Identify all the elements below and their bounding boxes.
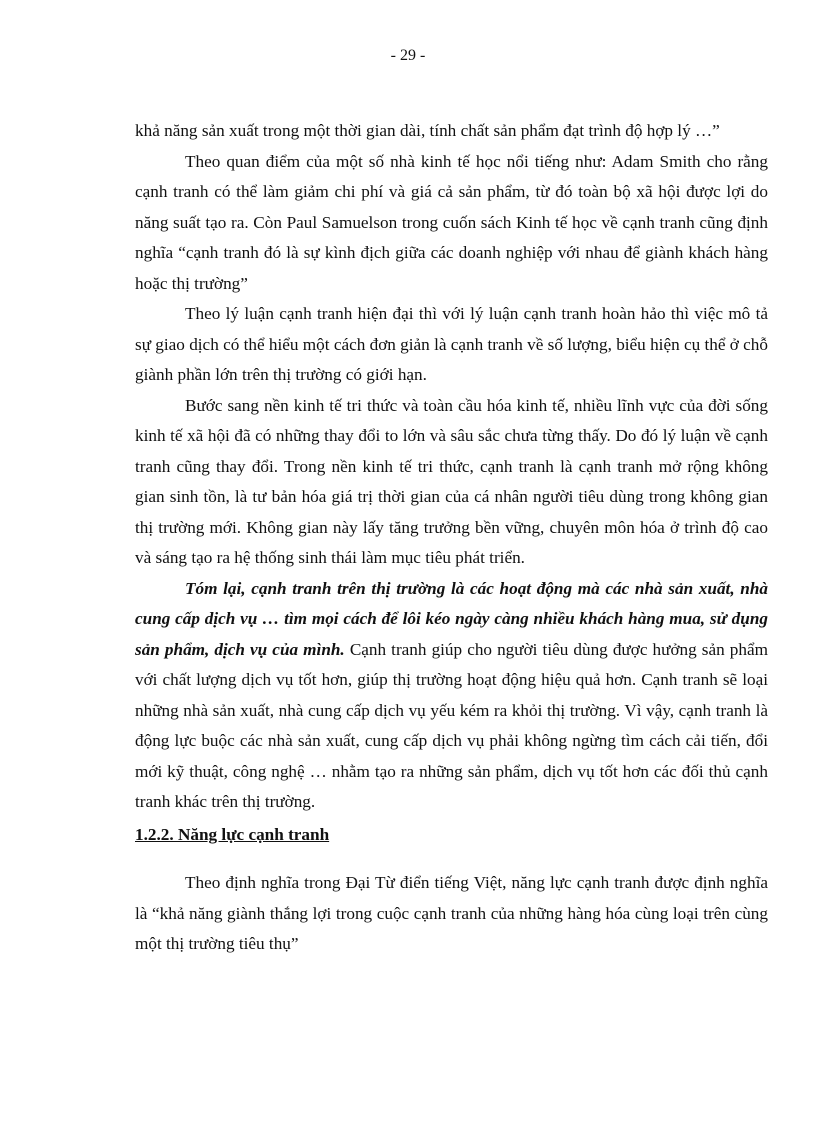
paragraph-modern-theory: Theo lý luận cạnh tranh hiện đại thì với lý luận cạnh tranh hoàn hảo thì việc mô tả sự giao dịch có thể hiểu một cách đơn giản là cạnh tranh về số lượng, biểu hiện cụ thể ở chỗ giành phần lớn trên thị trường có giới hạn. (135, 304, 768, 384)
section-heading: 1.2.2. Năng lực cạnh tranh (135, 824, 330, 844)
page-number: - 29 - (390, 47, 426, 64)
paragraph-continuation: khả năng sản xuất trong một thời gian dài, tính chất sản phẩm đạt trình độ hợp lý …” (135, 121, 720, 140)
paragraph-definition: Theo định nghĩa trong Đại Từ điển tiếng Việt, năng lực cạnh tranh được định nghĩa là “khả năng giành thắng lợi trong cuộc cạnh tranh của những hàng hóa cùng loại trên cùng một thị trường tiêu thụ” (135, 873, 768, 953)
paragraph-smith-samuelson: Theo quan điểm của một số nhà kinh tế học nổi tiếng như: Adam Smith cho rằng cạnh tranh có thể làm giảm chi phí và giá cả sản phẩm, từ đó toàn bộ xã hội được lợi do năng suất tạo ra. Còn Paul Samuelson trong cuốn sách Kinh tế học về cạnh tranh cũng định nghĩa “cạnh tranh đó là sự kình địch giữa các doanh nghiệp với nhau để giành khách hàng hoặc thị trường” (135, 151, 768, 293)
document-body (135, 116, 768, 960)
paragraph-summary (135, 574, 768, 818)
paragraph-knowledge-economy: Bước sang nền kinh tế tri thức và toàn cầu hóa kinh tế, nhiều lĩnh vực của đời sống kinh tế xã hội đã có những thay đổi to lớn và sâu sắc chưa từng thấy. Do đó lý luận về cạnh tranh cũng thay đổi. Trong nền kinh tế tri thức, cạnh tranh là cạnh tranh mở rộng không gian sinh tồn, là tư bản hóa giá trị thời gian của cá nhân người tiêu dùng trong không gian thị trường mới. Không gian này lấy tăng trưởng bền vững, chuyên môn hóa ở trình độ cao và sáng tạo ra hệ thống sinh thái làm mục tiêu phát triển. (135, 395, 768, 567)
summary-text: Cạnh tranh giúp cho người tiêu dùng được hưởng sản phẩm với chất lượng dịch vụ tốt hơn, giúp thị trường hoạt động hiệu quả hơn. Cạnh tranh sẽ loại những nhà sản xuất, nhà cung cấp dịch vụ yếu kém ra khỏi thị trường. Vì vậy, cạnh tranh là động lực buộc các nhà sản xuất, cung cấp dịch vụ phải không ngừng tìm cách cải tiến, đổi mới kỹ thuật, công nghệ … nhằm tạo ra những sản phẩm, dịch vụ tốt hơn các đối thủ cạnh tranh khác trên thị trường. (135, 639, 768, 811)
summary-emphasis: Tóm lại, cạnh tranh trên thị trường là các hoạt động mà các nhà sản xuất, nhà cung cấp dịch vụ … tìm mọi cách để lôi kéo ngày càng nhiều khách hàng mua, sử dụng sản phẩm, dịch vụ của mình. (135, 578, 768, 659)
